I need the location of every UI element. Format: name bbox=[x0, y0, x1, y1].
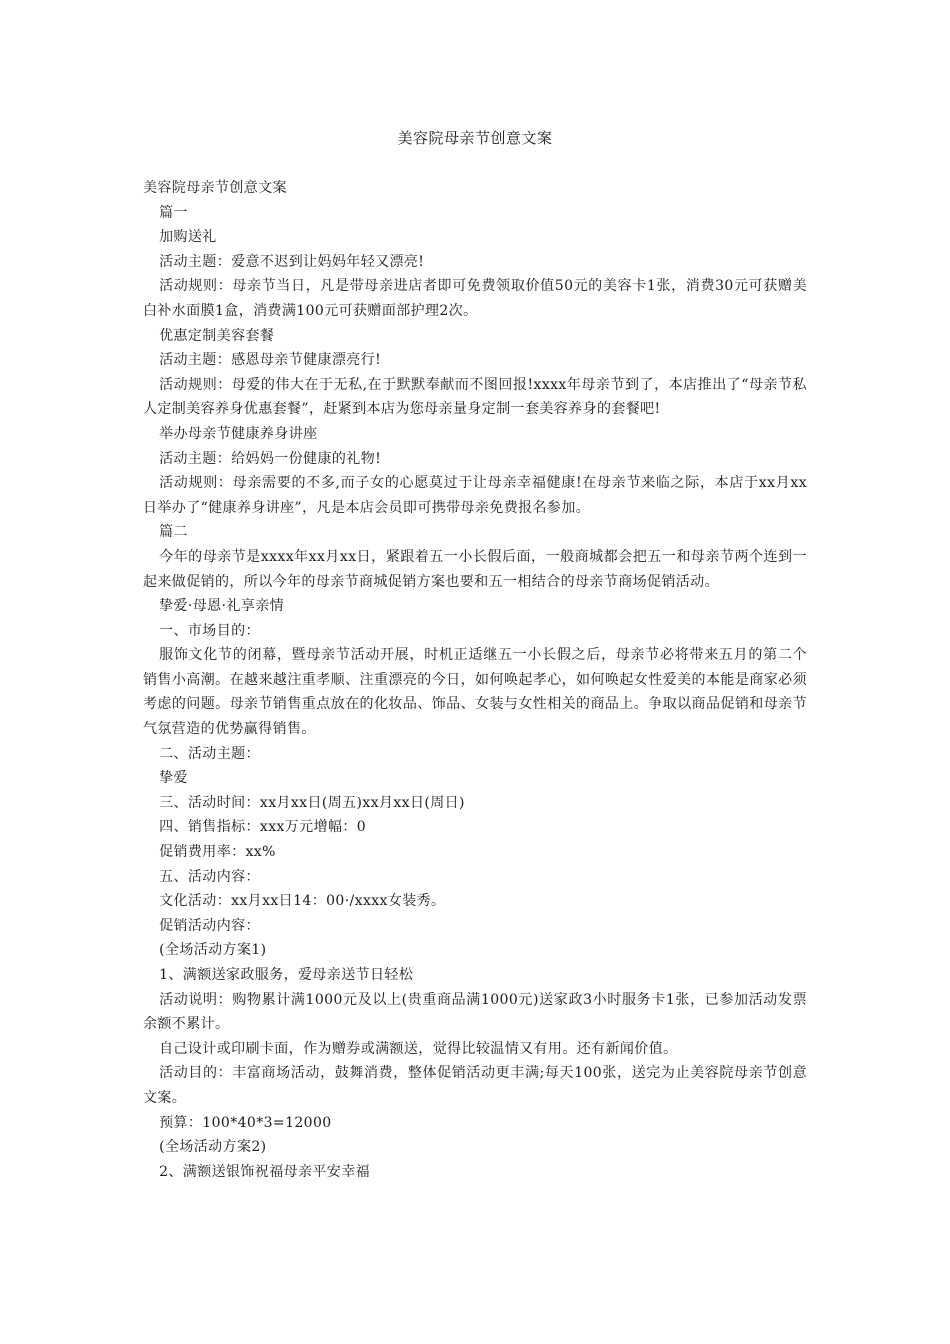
paragraph: 预算：100*40*3=12000 bbox=[159, 1114, 332, 1131]
paragraph: 一、市场目的： bbox=[159, 622, 260, 639]
paragraph: 活动规则：母爱的伟大在于无私,在于默默奉献而不图回报!xxxx年母亲节到了，本店推出了“母亲节私人定制美容养身优惠套餐”，赶紧到本店为您母亲量身定制一套美容养身的套餐吧! bbox=[143, 376, 807, 418]
paragraph: 活动主题：爱意不迟到让妈妈年轻又漂亮! bbox=[159, 253, 425, 270]
paragraph: 美容院母亲节创意文案 bbox=[143, 180, 287, 196]
paragraph: 服饰文化节的闭幕，暨母亲节活动开展，时机正适继五一小长假之后，母亲节必将带来五月的第二个销售小高潮。在越来越注重孝顺、注重漂亮的今日，如何唤起孝心，如何唤起女性爱美的本能是商家必须考虑的问题。母亲节销售重点放在的化妆品、饰品、女装与女性相关的商品上。争取以商品促销和母亲节气氛营造的优势赢得销售。 bbox=[143, 647, 807, 738]
paragraph: 促销费用率：xx% bbox=[159, 844, 276, 861]
paragraph: 活动主题：给妈妈一份健康的礼物! bbox=[159, 450, 382, 467]
paragraph: 二、活动主题： bbox=[159, 745, 260, 762]
paragraph: 今年的母亲节是xxxx年xx月xx日，紧跟着五一小长假后面，一般商城都会把五一和母亲节两个连到一起来做促销的，所以今年的母亲节商城促销方案也要和五一相结合的母亲节商场促销活动。 bbox=[143, 548, 807, 590]
paragraph: 四、销售指标：xxx万元增幅：0 bbox=[159, 819, 367, 836]
paragraph: 促销活动内容： bbox=[159, 917, 260, 934]
paragraph: (全场活动方案2) bbox=[159, 1139, 267, 1156]
paragraph: 活动主题：感恩母亲节健康漂亮行! bbox=[159, 352, 382, 369]
paragraph: 自己设计或印刷卡面，作为赠券或满额送，觉得比较温情又有用。还有新闻价值。 bbox=[159, 1040, 678, 1057]
document-body bbox=[143, 176, 807, 1184]
paragraph: 活动说明：购物累计满1000元及以上(贵重商品满1000元)送家政3小时服务卡1张，已参加活动发票余额不累计。 bbox=[143, 991, 807, 1033]
paragraph: 挚爱 bbox=[159, 770, 188, 787]
paragraph: 2、满额送银饰祝福母亲平安幸福 bbox=[159, 1163, 371, 1180]
paragraph: 举办母亲节健康养身讲座 bbox=[159, 425, 318, 442]
paragraph: 三、活动时间：xx月xx日(周五)xx月xx日(周日) bbox=[159, 794, 465, 811]
paragraph: (全场活动方案1) bbox=[159, 942, 267, 959]
paragraph: 篇二 bbox=[159, 524, 188, 541]
paragraph: 优惠定制美容套餐 bbox=[159, 327, 275, 344]
paragraph: 加购送礼 bbox=[159, 229, 217, 246]
paragraph: 文化活动：xx月xx日14：00·/xxxx女装秀。 bbox=[159, 893, 446, 910]
paragraph: 活动规则：母亲节当日，凡是带母亲进店者即可免费领取价值50元的美容卡1张，消费30元可获赠美白补水面膜1盒，消费满100元可获赠面部护理2次。 bbox=[143, 278, 807, 319]
paragraph: 活动目的：丰富商场活动，鼓舞消费，整体促销活动更丰满;每天100张，送完为止美容院母亲节创意文案。 bbox=[143, 1065, 807, 1106]
paragraph: 活动规则：母亲需要的不多,而子女的心愿莫过于让母亲幸福健康!在母亲节来临之际，本店于xx月xx日举办了“健康养身讲座”，凡是本店会员即可携带母亲免费报名参加。 bbox=[143, 475, 807, 516]
paragraph: 篇一 bbox=[159, 204, 188, 221]
paragraph: 五、活动内容： bbox=[159, 868, 260, 885]
paragraph: 1、满额送家政服务，爱母亲送节日轻松 bbox=[159, 967, 414, 983]
paragraph: 挚爱·母恩·礼享亲情 bbox=[159, 598, 284, 615]
document-title: 美容院母亲节创意文案 bbox=[397, 129, 553, 147]
